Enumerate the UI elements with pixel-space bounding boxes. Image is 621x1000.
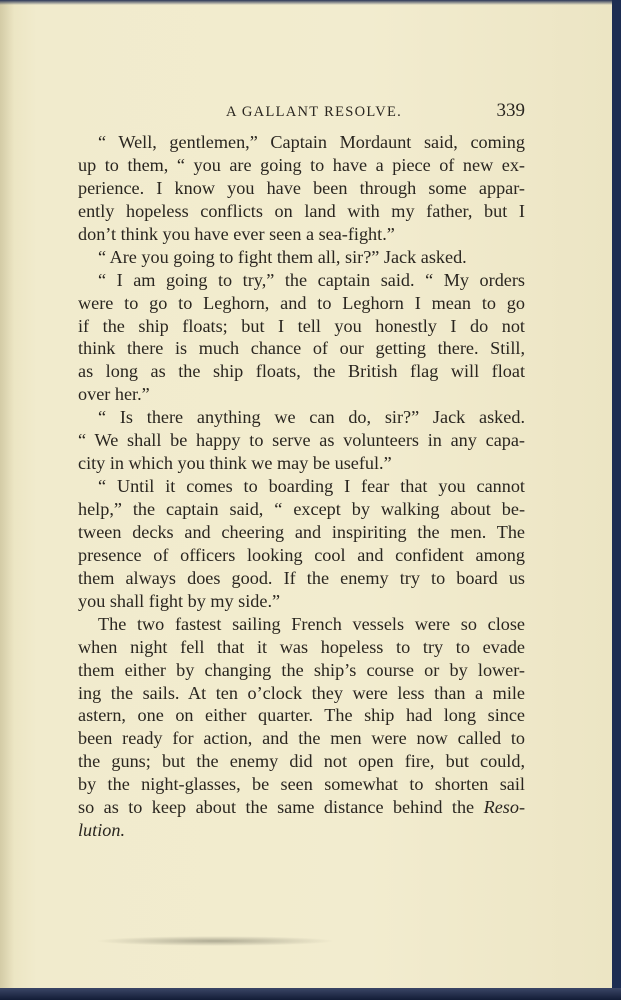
page-gutter-shadow <box>0 0 14 990</box>
italic-ship-name-end: lution. <box>78 820 125 841</box>
text-line: when night fell that it was hopeless to try to evade <box>78 636 525 657</box>
text-line: been ready for action, and the men were now called to <box>78 728 525 749</box>
text-line: the guns; but the enemy did not open fire, but could, <box>78 751 525 772</box>
text-line: “ Are you going to fight them all, sir?” Jack asked. <box>98 246 467 267</box>
text-line: “ Well, gentlemen,” Captain Mordaunt said, coming <box>98 132 525 152</box>
text-line: don’t think you have ever seen a sea-fight.” <box>78 223 395 244</box>
text-line: you shall fight by my side.” <box>78 590 281 611</box>
italic-ship-name: Reso- <box>483 797 526 818</box>
page-header <box>78 100 528 126</box>
text-line: ing the sails. At ten o’clock they were less than a mile <box>78 682 525 703</box>
text-line: astern, one on either quarter. The ship had long since <box>78 705 525 726</box>
scan-right-edge <box>612 0 621 1000</box>
text-line: as long as the ship floats, the British flag will float <box>78 361 525 382</box>
text-line-segment: so as to keep about the same distance behind the <box>78 797 475 818</box>
text-line <box>78 819 525 842</box>
text-line: city in which you think we may be useful.” <box>78 453 392 474</box>
text-line: “ Until it comes to boarding I fear that you cannot <box>98 476 525 497</box>
text-line: by the night-glasses, be seen somewhat to shorten sail <box>78 774 525 795</box>
text-line: over her.” <box>78 384 150 405</box>
text-line: help,” the captain said, “ except by walking about be- <box>78 499 525 519</box>
scan-top-edge <box>0 0 621 5</box>
running-title: A GALLANT RESOLVE. <box>226 104 403 120</box>
body-text <box>78 131 525 842</box>
text-line: perience. I know you have been through some appar- <box>78 177 525 198</box>
text-line <box>78 796 525 819</box>
page-number: 339 <box>496 100 525 121</box>
text-line: think there is much chance of our getting there. Still, <box>78 338 525 359</box>
page-smudge <box>95 936 335 946</box>
text-line: them either by changing the ship’s course or by lower- <box>78 659 525 680</box>
text-line: presence of officers looking cool and confident among <box>78 544 525 565</box>
text-line: “ We shall be happy to serve as volunteers in any capa- <box>78 430 525 451</box>
text-line: The two fastest sailing French vessels were so close <box>98 613 525 634</box>
text-line: ently hopeless conflicts on land with my father, but I <box>78 200 525 221</box>
text-line: if the ship floats; but I tell you honestly I do not <box>78 315 525 336</box>
text-line: up to them, “ you are going to have a piece of new ex- <box>78 154 525 175</box>
text-line: them always does good. If the enemy try to board us <box>78 567 525 588</box>
text-line: “ I am going to try,” the captain said. “ My orders <box>98 269 525 290</box>
text-line: “ Is there anything we can do, sir?” Jack asked. <box>98 407 525 428</box>
text-line: tween decks and cheering and inspiriting the men. The <box>78 521 525 542</box>
scan-bottom-edge <box>0 988 621 1000</box>
text-line: were to go to Leghorn, and to Leghorn I mean to go <box>78 292 525 313</box>
